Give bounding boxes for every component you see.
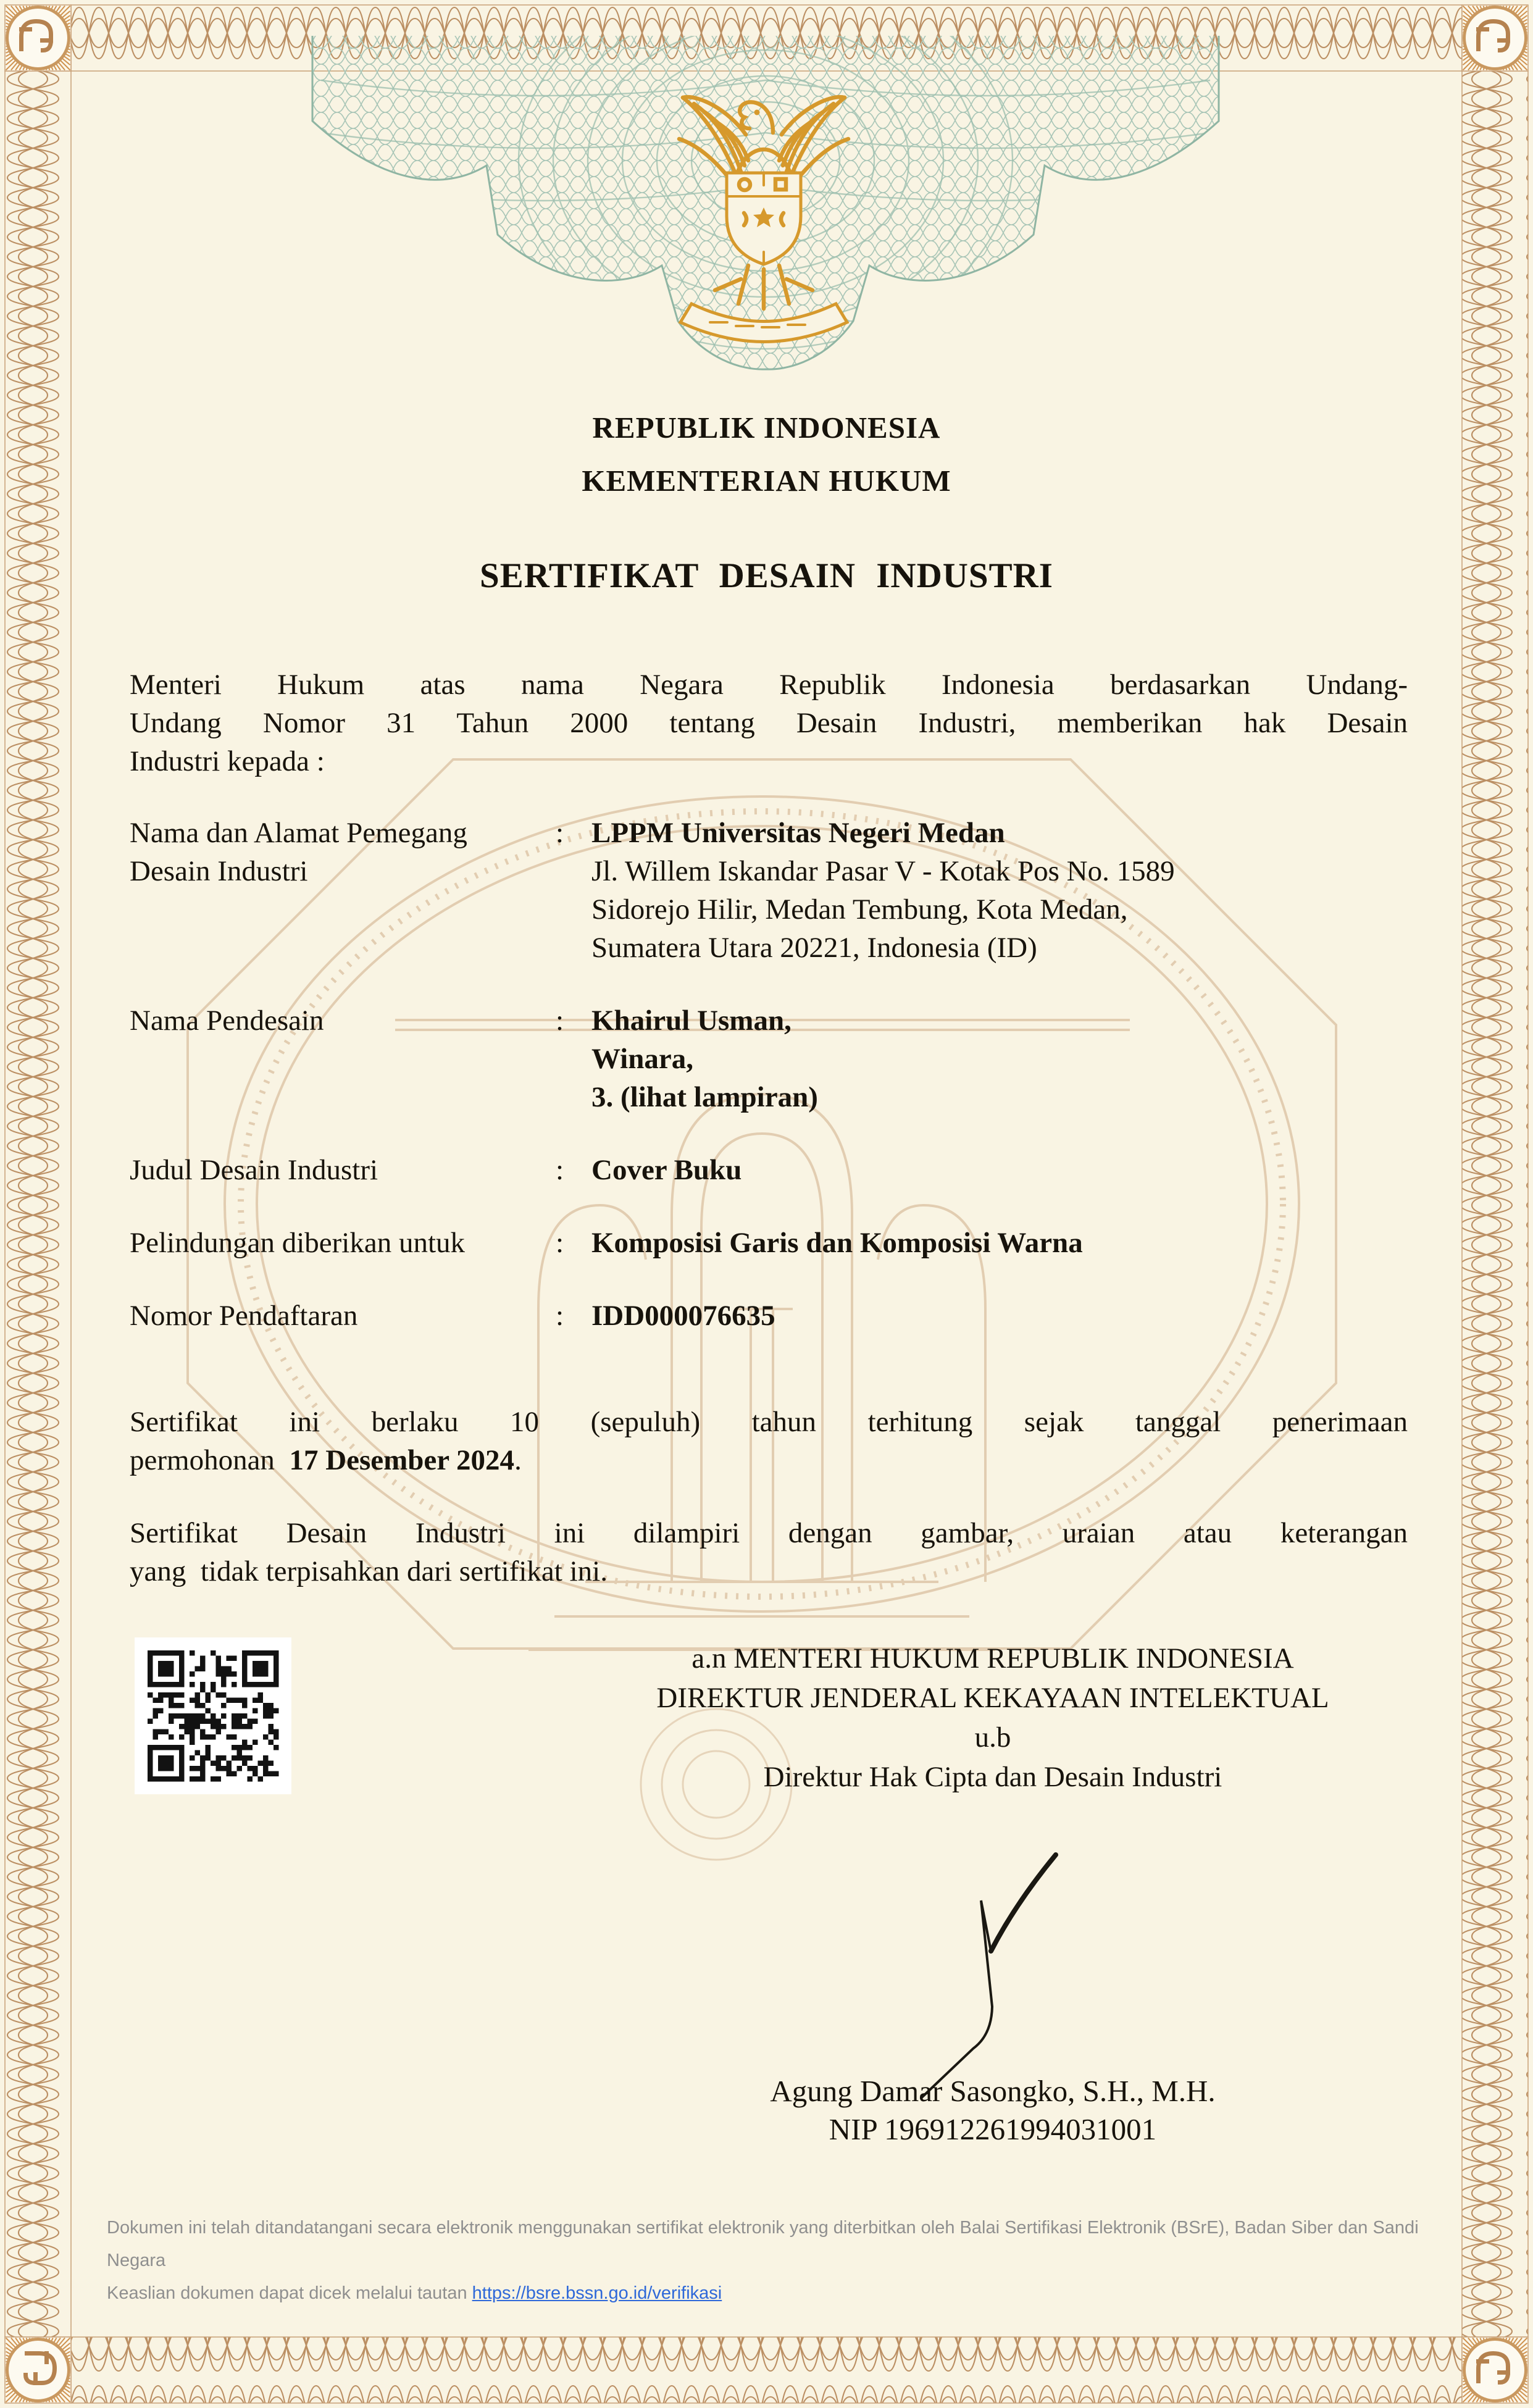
field-value-line: LPPM Universitas Negeri Medan (591, 817, 1005, 849)
field-value (591, 1224, 1408, 1262)
signing-block (591, 1639, 1394, 1797)
field-colon: : (556, 1005, 564, 1037)
field-value (591, 1001, 1408, 1116)
field-value-line: IDD000076635 (591, 1300, 775, 1332)
attachment-paragraph (130, 1514, 1408, 1591)
attachment-line-2: yang tidak terpisahkan dari sertifikat ini. (130, 1555, 608, 1587)
footer (107, 2212, 1440, 2310)
ub-line: u.b (974, 1721, 1011, 1754)
field-value-line: Jl. Willem Iskandar Pasar V - Kotak Pos No. 1589 (591, 855, 1175, 887)
field-label: Judul Desain Industri (130, 1154, 378, 1186)
field-row (130, 1151, 1408, 1189)
field-row (130, 814, 1408, 967)
fields (130, 814, 1408, 1369)
preamble-paragraph (130, 666, 1408, 780)
signer-name: Agung Damar Sasongko, S.H., M.H. (770, 2074, 1216, 2108)
field-label: Pelindungan diberikan untuk (130, 1227, 466, 1259)
signer-title: Direktur Hak Cipta dan Desain Industri (763, 1761, 1222, 1793)
field-value (591, 1151, 1408, 1189)
corner-medallion (5, 5, 71, 71)
signer-nip: NIP 196912261994031001 (829, 2112, 1157, 2146)
field-colon: : (556, 817, 564, 849)
ministry-header: KEMENTERIAN HUKUM (582, 464, 951, 498)
footer-line2: Keaslian dokumen dapat dicek melalui tautan https://bsre.bssn.go.id/verifikasi (107, 2283, 722, 2303)
directorate-line: DIREKTUR JENDERAL KEKAYAAN INTELEKTUAL (656, 1682, 1329, 1714)
filing-date: 17 Desember 2024 (289, 1444, 515, 1476)
field-row (130, 1224, 1408, 1262)
corner-medallion (5, 2337, 71, 2403)
field-value-line: Sidorejo Hilir, Medan Tembung, Kota Medan, (591, 893, 1128, 926)
signature (921, 1855, 1056, 2098)
field-value (591, 1297, 1408, 1335)
page-title: SERTIFIKAT DESAIN INDUSTRI (480, 556, 1053, 595)
field-value-line: Khairul Usman, (591, 1005, 792, 1037)
preamble-line-3: Industri kepada : (130, 745, 325, 777)
field-row (130, 1297, 1408, 1335)
field-colon: : (556, 1227, 564, 1259)
field-label: Nomor Pendaftaran (130, 1300, 358, 1332)
validity-line1: Sertifikat ini berlaku 10 (sepuluh) tahun terhitung sejak tanggal penerimaan (130, 1406, 1408, 1438)
field-value-line: Cover Buku (591, 1154, 742, 1186)
field-label: Nama Pendesain (130, 1005, 324, 1037)
qr-code (135, 1637, 291, 1794)
republic-header: REPUBLIK INDONESIA (592, 411, 941, 445)
field-label: Nama dan Alamat Pemegang Desain Industri (130, 817, 467, 887)
validity-line2: permohonan 17 Desember 2024. (130, 1444, 522, 1476)
footer-line1: Dokumen ini telah ditandatangani secara elektronik menggunakan sertifikat elektronik yang diterbitkan oleh Balai Sertifikasi Elektronik (BSrE), Badan Siber dan Sandi Negara (107, 2218, 1419, 2270)
field-row (130, 1001, 1408, 1116)
corner-medallion (1462, 2337, 1528, 2403)
field-value-line: Sumatera Utara 20221, Indonesia (ID) (591, 932, 1037, 964)
preamble-line-1: Menteri Hukum atas nama Negara Republik Indonesia berdasarkan Undang- (130, 669, 1408, 701)
field-value-line: Komposisi Garis dan Komposisi Warna (591, 1227, 1083, 1259)
on-behalf-line: a.n MENTERI HUKUM REPUBLIK INDONESIA (691, 1642, 1294, 1674)
field-value-line: 3. (lihat lampiran) (591, 1081, 818, 1113)
attachment-line-1: Sertifikat Desain Industri ini dilampiri dengan gambar, uraian atau keterangan (130, 1517, 1408, 1549)
field-colon: : (556, 1300, 564, 1332)
preamble-line-2: Undang Nomor 31 Tahun 2000 tentang Desain Industri, memberikan hak Desain (130, 707, 1408, 739)
corner-medallion (1462, 5, 1528, 71)
field-value (591, 814, 1408, 967)
validity-paragraph (130, 1403, 1408, 1479)
field-value-line: Winara, (591, 1043, 693, 1075)
verification-link[interactable]: https://bsre.bssn.go.id/verifikasi (472, 2283, 722, 2303)
signer-identity (591, 2072, 1394, 2149)
field-colon: : (556, 1154, 564, 1186)
